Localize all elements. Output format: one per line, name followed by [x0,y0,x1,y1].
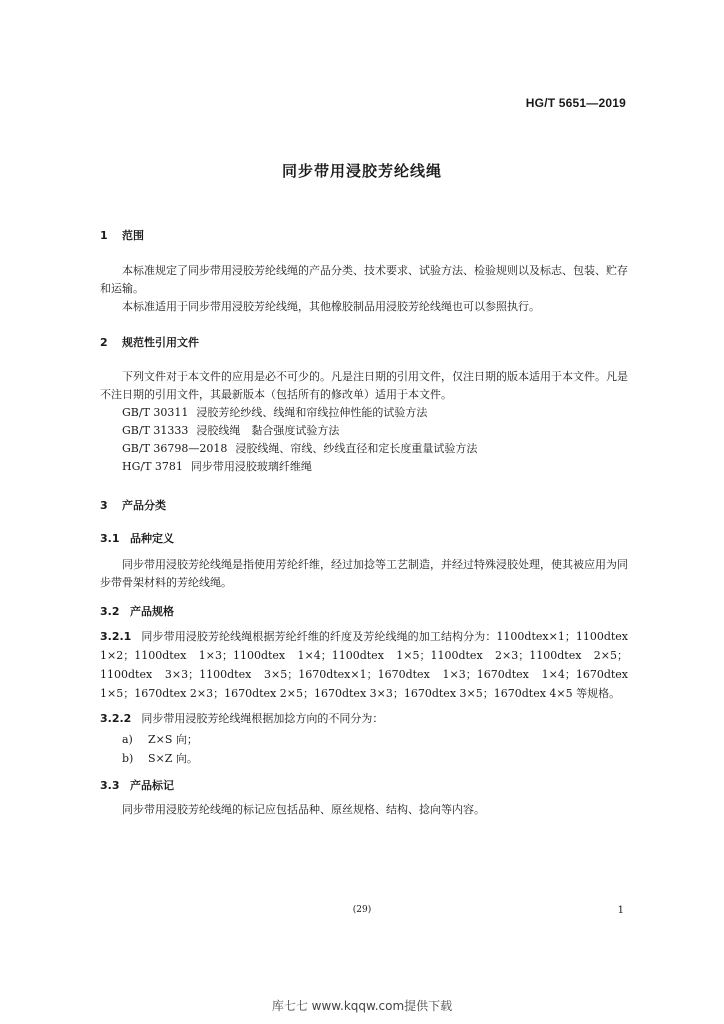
list-marker: a) [122,733,133,746]
section-title: 范围 [122,229,144,242]
section-3-2-heading [100,603,174,619]
section-3-3-heading [100,777,174,793]
list-item [122,750,198,766]
reference-code: GB/T 30311 [122,406,189,419]
download-watermark: 库七七 www.kqqw.com提供下载 [271,999,453,1013]
reference-title: 浸胶线绳、帘线、纱线直径和定长度重量试验方法 [235,442,478,455]
clause-number: 3.2.2 [100,712,132,725]
reference-title: 浸胶芳纶纱线、线绳和帘线拉伸性能的试验方法 [196,406,428,419]
section-number: 2 [100,336,108,349]
reference-code: GB/T 31333 [122,424,189,437]
reference-title: 同步带用浸胶玻璃纤维绳 [190,460,312,473]
section-3-heading [100,497,166,513]
scope-paragraph-1: 本标准规定了同步带用浸胶芳纶线绳的产品分类、技术要求、试验方法、检验规则以及标志、包装、贮存和运输。 [100,264,628,295]
footer-page-index: (29) [352,905,372,915]
product-marking-paragraph: 同步带用浸胶芳纶线绳的标记应包括品种、原丝规格、结构、捻向等内容。 [122,803,485,816]
list-text: Z×S 向； [148,733,198,746]
section-title: 产品标记 [130,779,174,792]
list-marker: b) [122,752,134,765]
reference-line [122,458,312,476]
clause-text: 同步带用浸胶芳纶线绳根据芳纶纤维的纤度及芳纶线绳的加工结构分为：1100dtex×1；1100dtex 1×2；1100dtex 1×3；1100dtex 1×4；1100dtex 1×5；1100dtex 2×3；1100dtex 2×5；1100dtex 3×3；1100dtex 3×5；1670dtex×1；1670dtex 1×3；1670dtex 1×4；1670dtex 1×5；1670dtex 2×3；1670dtex 2×5；1670dtex 3×3；1670dtex 3×5；1670dtex 4×5 等规格。 [100,630,628,700]
section-3-1-heading [100,530,174,546]
list-text: S×Z 向。 [148,752,198,765]
section-number: 3 [100,499,108,512]
section-title: 产品规格 [130,605,174,618]
section-title: 品种定义 [130,532,174,545]
section-title: 产品分类 [122,499,166,512]
section-number: 3.3 [100,779,120,792]
clause-text: 同步带用浸胶芳纶线绳根据加捻方向的不同分为： [141,712,384,725]
standard-code: HG/T 5651—2019 [525,96,626,110]
reference-code: GB/T 36798—2018 [122,442,228,455]
clause-number: 3.2.1 [100,630,132,643]
scope-paragraph-2: 本标准适用于同步带用浸胶芳纶线绳，其他橡胶制品用浸胶芳纶线绳也可以参照执行。 [122,300,540,313]
reference-line [122,422,339,440]
section-2-heading [100,334,199,350]
clause-3-2-1 [100,627,628,703]
document-title: 同步带用浸胶芳纶线绳 [281,162,442,180]
section-1-heading [100,227,144,243]
reference-title: 浸胶线绳 黏合强度试验方法 [196,424,340,437]
references-intro: 下列文件对于本文件的应用是必不可少的。凡是注日期的引用文件，仅注日期的版本适用于本文件。凡是不注日期的引用文件，其最新版本（包括所有的修改单）适用于本文件。 [100,370,628,401]
section-title: 规范性引用文件 [122,336,199,349]
reference-line [122,440,477,458]
list-item [122,731,198,747]
reference-line [122,404,427,422]
reference-code: HG/T 3781 [122,460,183,473]
section-number: 1 [100,229,108,242]
footer-page-number: 1 [617,905,624,916]
variety-definition-paragraph: 同步带用浸胶芳纶线绳是指使用芳纶纤维，经过加捻等工艺制造，并经过特殊浸胶处理，使其被应用为同步带骨架材料的芳纶线绳。 [100,558,628,589]
section-number: 3.1 [100,532,120,545]
section-number: 3.2 [100,605,120,618]
clause-3-2-2 [100,710,628,728]
